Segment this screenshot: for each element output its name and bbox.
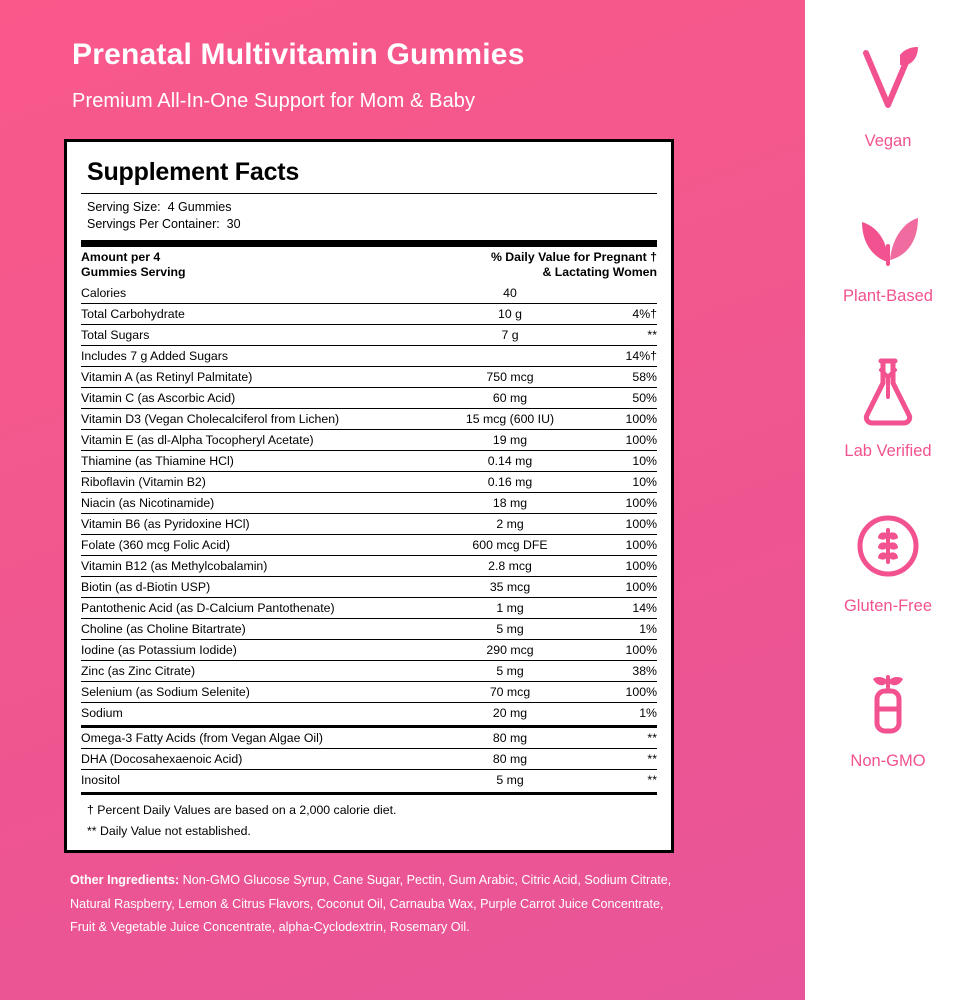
table-row: [81, 451, 657, 472]
nutrient-amount: 60 mg: [435, 388, 585, 409]
nutrient-daily-value: 100%: [585, 514, 657, 535]
badge-gluten-free-label: Gluten-Free: [843, 597, 933, 615]
nutrient-name: Niacin (as Nicotinamide): [81, 493, 435, 514]
nutrient-name: Inositol: [81, 770, 435, 791]
nutrient-name: Iodine (as Potassium Iodide): [81, 640, 435, 661]
divider-top: [81, 193, 657, 194]
serving-size-line: [87, 199, 657, 216]
nutrient-name: Total Carbohydrate: [81, 304, 435, 325]
wheat-free-icon: [805, 507, 971, 585]
nutrient-amount: 20 mg: [435, 703, 585, 724]
table-row: [81, 619, 657, 640]
nutrient-amount: 80 mg: [492, 731, 528, 746]
nutrient-daily-value: 100%: [585, 409, 657, 430]
table-row: [81, 493, 657, 514]
nutrient-name: Pantothenic Acid (as D-Calcium Pantothenate): [81, 598, 435, 619]
nutrient-amount: 40: [503, 286, 517, 301]
nutrient-amount: 600 mcg DFE: [435, 535, 585, 556]
nutrient-daily-value: 1%: [585, 619, 657, 640]
footnote-daily-values: † Percent Daily Values are based on a 2,000 calorie diet.: [87, 803, 397, 818]
header-amount-line2: Gummies Serving: [81, 265, 186, 280]
nutrient-daily-value: 38%: [585, 661, 657, 682]
nutrient-daily-value: 4%†: [585, 304, 657, 325]
nutrient-name: Thiamine (as Thiamine HCl): [81, 451, 435, 472]
nutrient-amount: 5 mg: [435, 770, 585, 791]
badge-plant-based: [805, 197, 971, 306]
table-row: [81, 472, 657, 493]
table-row: [81, 346, 657, 367]
other-ingredients: [70, 869, 690, 939]
serving-size-value: 4 Gummies: [167, 200, 232, 214]
badge-gluten-free: [805, 507, 971, 616]
divider-thick: [81, 240, 657, 247]
table-row: [81, 728, 657, 749]
page-subtitle: Premium All-In-One Support for Mom & Baby: [72, 90, 476, 112]
nutrient-amount: 2 mg: [435, 514, 585, 535]
badge-non-gmo-label: Non-GMO: [850, 752, 926, 770]
other-ingredients-text: Non-GMO Glucose Syrup, Cane Sugar, Pectin, Gum Arabic, Citric Acid, Sodium Citrate, Natural Raspberry, Lemon & Citrus Flavors, Coconut Oil, Carnauba Wax, Purple Carrot Juice Concentrate, Fruit & Vegetable Juice Concentrate, alpha-Cyclodextrin, Rosemary Oil.: [70, 873, 672, 934]
table-row: [81, 409, 657, 430]
nutrient-daily-value: 100%: [585, 640, 657, 661]
nutrient-amount: 35 mcg: [435, 577, 585, 598]
nutrient-amount: 5 mg: [435, 619, 585, 640]
badge-non-gmo: [805, 662, 971, 771]
nutrient-daily-value: 100%: [585, 556, 657, 577]
nutrient-name: Sodium: [81, 703, 435, 724]
page-title: Prenatal Multivitamin Gummies: [72, 38, 525, 71]
nutrient-daily-value: 14%: [585, 598, 657, 619]
nutrient-name: Vitamin C (as Ascorbic Acid): [81, 388, 435, 409]
nutrient-name: Choline (as Choline Bitartrate): [81, 619, 435, 640]
table-row: [81, 661, 657, 682]
badge-lab-verified: [805, 352, 971, 461]
vegan-v-leaf-icon: [805, 42, 971, 120]
nutrient-name: Vitamin A (as Retinyl Palmitate): [81, 367, 435, 388]
table-row: [81, 304, 657, 325]
footnote-not-established: ** Daily Value not established.: [87, 823, 251, 838]
other-ingredients-label: Other Ingredients:: [70, 873, 180, 888]
header-amount-line1: Amount per 4: [81, 249, 161, 264]
nutrient-amount: [435, 346, 585, 367]
table-row: [81, 367, 657, 388]
table-row: [81, 598, 657, 619]
badge-vegan-label: Vegan: [864, 132, 912, 150]
lab-flask-icon: [805, 352, 971, 430]
table-row: [81, 535, 657, 556]
nutrient-name: Includes 7 g Added Sugars: [81, 346, 435, 367]
nutrient-daily-value: 100%: [585, 493, 657, 514]
nutrient-name: Zinc (as Zinc Citrate): [81, 661, 435, 682]
nutrient-daily-value: 100%: [585, 430, 657, 451]
nutrient-amount: 290 mcg: [435, 640, 585, 661]
table-row: [81, 388, 657, 409]
nutrient-name: Vitamin B12 (as Methylcobalamin): [81, 556, 435, 577]
nutrient-amount: 70 mcg: [435, 682, 585, 703]
serving-size-label: Serving Size:: [87, 200, 161, 214]
servings-per-container-value: 30: [226, 216, 241, 231]
badge-vegan: [805, 42, 971, 151]
nutrient-amount: 2.8 mcg: [435, 556, 585, 577]
nutrient-daily-value: **: [647, 731, 657, 746]
nutrient-daily-value: 100%: [585, 577, 657, 598]
nutrient-amount: 19 mg: [435, 430, 585, 451]
nutrient-daily-value: 10%: [585, 472, 657, 493]
table-body-primary: [81, 283, 657, 723]
badge-lab-verified-label: Lab Verified: [844, 442, 932, 460]
table-row: [81, 283, 657, 304]
supplement-facts-panel: [64, 139, 674, 853]
nutrient-daily-value: [585, 283, 657, 304]
header-amount-col: [81, 247, 435, 284]
nutrient-name: Folate (360 mcg Folic Acid): [81, 535, 435, 556]
nutrient-daily-value: 58%: [585, 367, 657, 388]
nutrient-amount: 5 mg: [435, 661, 585, 682]
nutrient-daily-value: 14%†: [585, 346, 657, 367]
plant-leaves-icon: [805, 197, 971, 275]
table-body-secondary: [81, 728, 657, 790]
table-row: [81, 556, 657, 577]
nutrient-daily-value: 100%: [585, 535, 657, 556]
servings-per-container-label: Servings Per Container:: [87, 216, 220, 231]
header-dv-line1: % Daily Value for Pregnant †: [490, 249, 657, 264]
nutrient-name: DHA (Docosahexaenoic Acid): [81, 749, 435, 770]
table-row: [81, 325, 657, 346]
nutrient-daily-value: 1%: [585, 703, 657, 724]
nutrient-name: Calories: [81, 286, 127, 301]
nutrient-name: Vitamin D3 (Vegan Cholecalciferol from Lichen): [81, 409, 435, 430]
table-row: [81, 577, 657, 598]
supplement-facts-title: Supplement Facts: [87, 158, 300, 186]
table-row: [81, 514, 657, 535]
nutrient-daily-value: **: [585, 770, 657, 791]
nutrient-daily-value: 100%: [585, 682, 657, 703]
nutrient-name: Biotin (as d-Biotin USP): [81, 577, 435, 598]
nutrient-daily-value: 50%: [585, 388, 657, 409]
nutrient-name: Selenium (as Sodium Selenite): [81, 682, 435, 703]
nutrient-daily-value: 10%: [585, 451, 657, 472]
nutrient-amount: 10 g: [435, 304, 585, 325]
header-dv-line2: & Lactating Women: [542, 265, 657, 280]
supplement-facts-table-secondary: [81, 728, 657, 790]
nutrient-name: Riboflavin (Vitamin B2): [81, 472, 435, 493]
table-row: [81, 430, 657, 451]
table-row: [81, 682, 657, 703]
nutrient-amount: 750 mcg: [435, 367, 585, 388]
header-dv-col: [435, 247, 657, 284]
nutrient-amount: 80 mg: [435, 749, 585, 770]
non-gmo-beaker-icon: [805, 662, 971, 740]
nutrient-name: Total Sugars: [81, 325, 435, 346]
nutrient-amount: 15 mcg (600 IU): [435, 409, 585, 430]
table-row: [81, 749, 657, 770]
nutrient-daily-value: **: [585, 325, 657, 346]
nutrient-name: Omega-3 Fatty Acids (from Vegan Algae Oil): [81, 731, 323, 746]
supplement-facts-table: [81, 247, 657, 724]
table-header-group: [81, 247, 657, 284]
servings-per-container-line: [87, 216, 657, 233]
nutrient-daily-value: **: [585, 749, 657, 770]
badge-plant-based-label: Plant-Based: [843, 287, 933, 305]
nutrient-name: Vitamin B6 (as Pyridoxine HCl): [81, 514, 435, 535]
table-row: [81, 703, 657, 724]
nutrient-amount: 0.16 mg: [435, 472, 585, 493]
table-header-row: [81, 247, 657, 284]
nutrient-name: Vitamin E (as dl-Alpha Tocopheryl Acetate): [81, 430, 435, 451]
nutrient-amount: 18 mg: [435, 493, 585, 514]
certification-badges-rail: [805, 0, 971, 1000]
nutrient-amount: 7 g: [435, 325, 585, 346]
nutrient-amount: 0.14 mg: [435, 451, 585, 472]
table-row: [81, 640, 657, 661]
table-row: [81, 770, 657, 791]
nutrient-amount: 1 mg: [435, 598, 585, 619]
